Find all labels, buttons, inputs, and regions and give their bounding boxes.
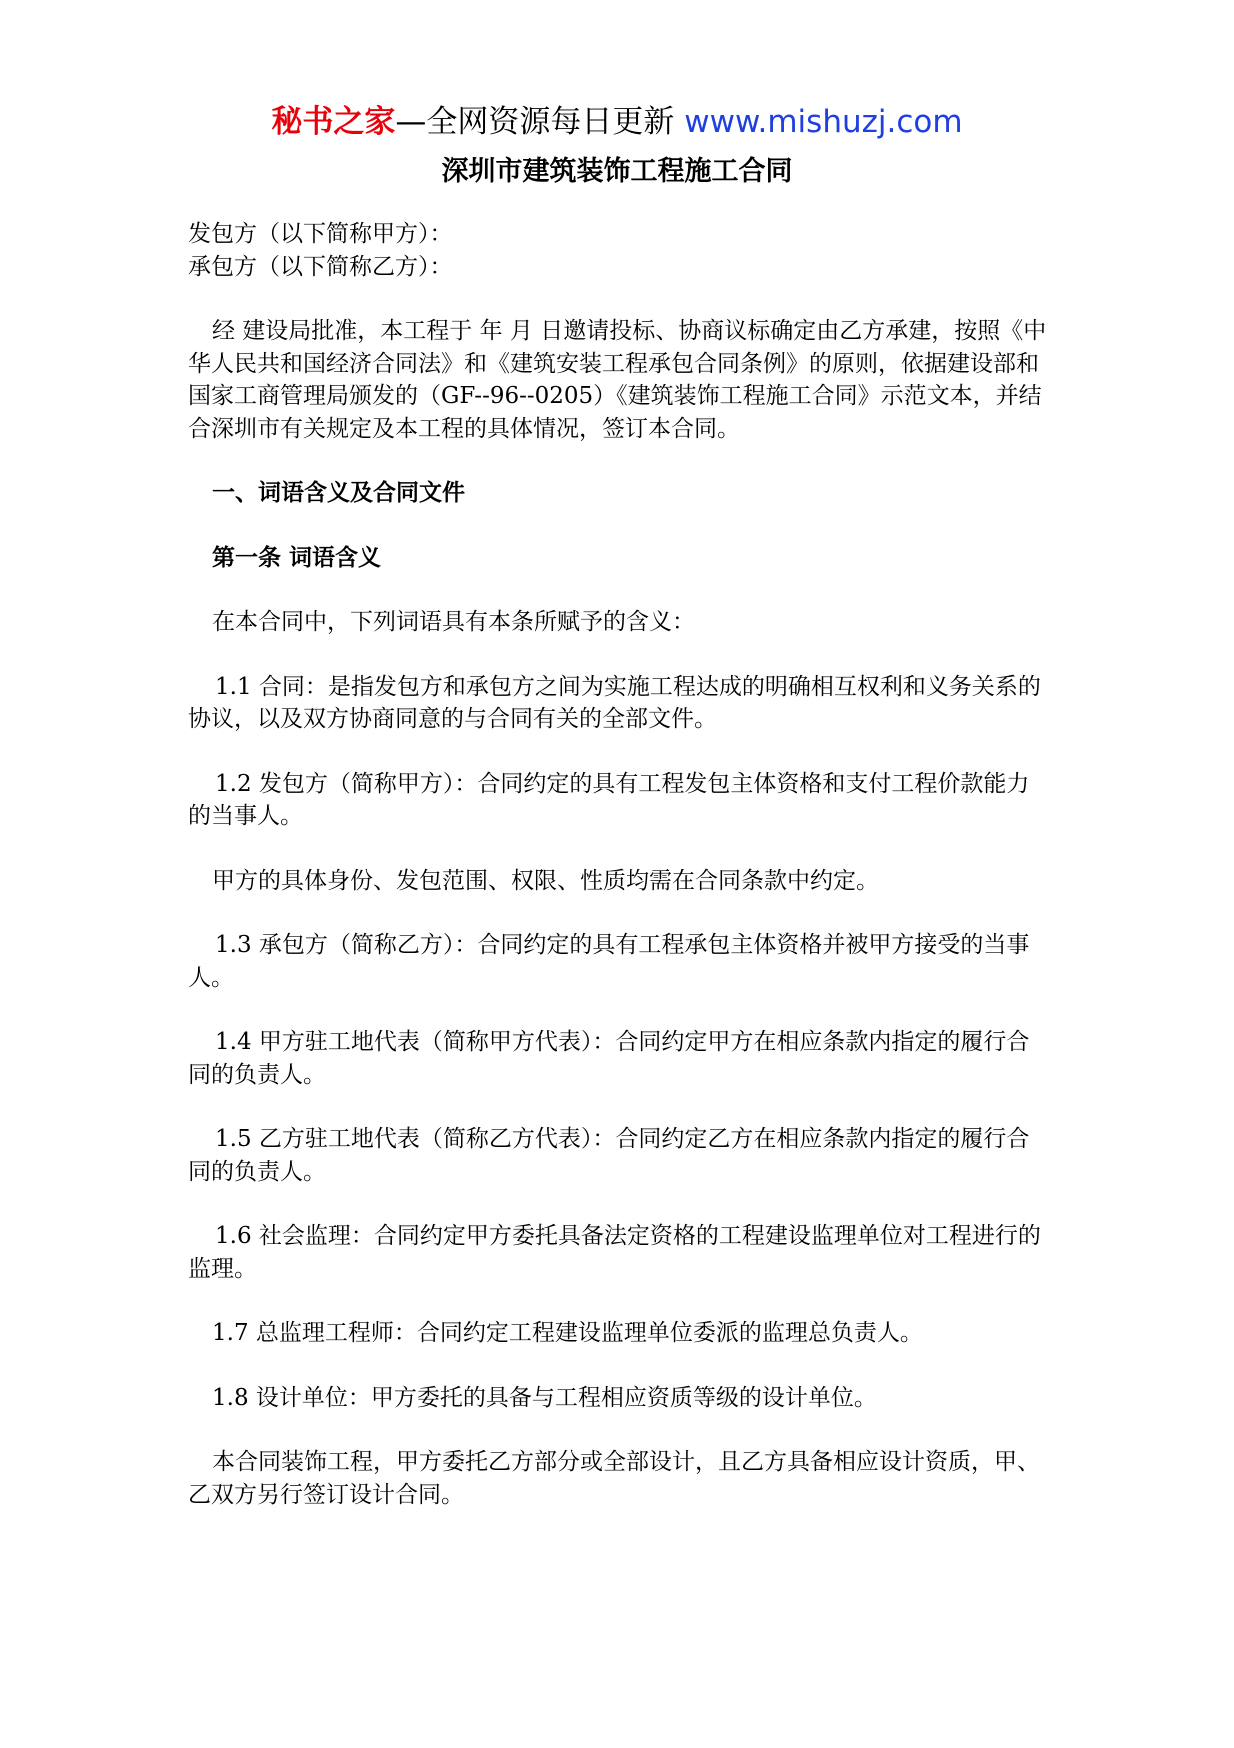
section-heading: 一、词语含义及合同文件 [212,479,465,506]
clause-1-7: 1.7 总监理工程师：合同约定工程建设监理单位委派的监理总负责人。 [212,1320,923,1346]
site-banner [0,100,1234,144]
article-heading: 第一条 词语含义 [212,543,382,571]
brand-name: 秘书之家 [271,104,396,140]
clause-1-6: 1.6 社会监理：合同约定甲方委托具备法定资格的工程建设监理单位对工程进行的监理。 [188,1223,1041,1282]
design-note: 本合同装饰工程，甲方委托乙方部分或全部设计，且乙方具备相应设计资质，甲、乙双方另行签订设计合同。 [188,1449,1040,1508]
document-title: 深圳市建筑装饰工程施工合同 [441,156,793,187]
clause-1-3: 1.3 承包方（简称乙方）：合同约定的具有工程承包主体资格并被甲方接受的当事人。 [188,932,1030,991]
clause-1-2: 1.2 发包方（简称甲方）：合同约定的具有工程发包主体资格和支付工程价款能力的当事人。 [188,770,1030,829]
clause-1-2-note: 甲方的具体身份、发包范围、权限、性质均需在合同条款中约定。 [212,867,879,894]
clause-1-1: 1.1 合同：是指发包方和承包方之间为实施工程达成的明确相互权利和义务关系的协议，以及双方协商同意的与合同有关的全部文件。 [188,673,1041,732]
site-url[interactable]: www.mishuzj.com [684,104,963,140]
clause-1-4: 1.4 甲方驻工地代表（简称甲方代表）：合同约定甲方在相应条款内指定的履行合同的负责人。 [188,1029,1030,1088]
clause-1-5: 1.5 乙方驻工地代表（简称乙方代表）：合同约定乙方在相应条款内指定的履行合同的负责人。 [188,1126,1030,1185]
site-tagline: —全网资源每日更新 [395,104,675,140]
clause-1-8: 1.8 设计单位：甲方委托的具备与工程相应资质等级的设计单位。 [212,1384,877,1411]
party-b-line: 承包方（以下简称乙方）： [188,253,453,280]
document-body [188,218,1048,1511]
intro-paragraph: 经 建设局批准，本工程于 年 月 日邀请投标、协商议标确定由乙方承建，按照《中华人民共和国经济合同法》和《建筑安装工程承包合同条例》的原则，依据建设部和国家工商管理局颁发的（GF--96--0205）《建筑装饰工程施工合同》示范文本，并结合深圳市有关规定及本工程的具体情况，签订本合同。 [188,318,1047,442]
article-lead: 在本合同中，下列词语具有本条所赋予的含义： [212,609,695,635]
party-a-line: 发包方（以下简称甲方）： [188,221,453,247]
